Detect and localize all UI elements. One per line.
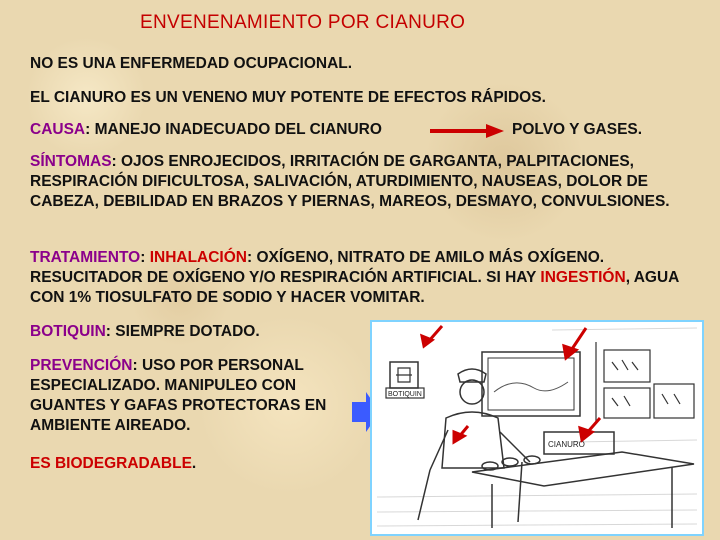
lab-worker-drawing xyxy=(372,322,702,534)
ingestion-label: INGESTIÓN xyxy=(540,269,626,286)
container-label: CIANURO xyxy=(548,440,585,449)
biodegradable-section xyxy=(30,454,196,474)
sintomas-text: : OJOS ENROJECIDOS, IRRITACIÓN DE GARGANTA, PALPITACIONES, RESPIRACIÓN DIFICULTOSA, SALIVACIÓN, ATURDIMIENTO, NAUSEAS, DOLOR DE CABEZA, DEBILIDAD EN BRAZOS Y PIERNAS, MAREOS, DESMAYO, CONVULSIONES. xyxy=(30,153,670,210)
causa-arrow-icon xyxy=(430,124,504,138)
botiquin-box-label: BOTIQUIN xyxy=(388,391,422,398)
prevencion-text: : USO POR PERSONAL ESPECIALIZADO. MANIPULEO CON GUANTES Y GAFAS PROTECTORAS EN AMBIENTE AIREADO. xyxy=(30,357,327,434)
botiquin-text: : SIEMPRE DOTADO. xyxy=(105,323,260,340)
causa-section xyxy=(30,120,382,140)
page-title: ENVENENAMIENTO POR CIANURO xyxy=(140,12,466,33)
causa-label: CAUSA xyxy=(30,121,86,138)
tratamiento-section xyxy=(30,248,710,308)
tratamiento-sep: : xyxy=(140,249,150,266)
prevencion-label: PREVENCIÓN xyxy=(30,357,133,374)
not-occupational-line: NO ES UNA ENFERMEDAD OCUPACIONAL. xyxy=(30,55,353,72)
botiquin-section xyxy=(30,322,260,342)
inhalacion-text: : OXÍGENO, NITRATO DE AMILO MÁS OXÍGENO. RESUCITADOR DE OXÍGENO Y/O RESPIRACIÓN ARTIFICIAL. SI HAY xyxy=(30,249,605,286)
sintomas-label: SÍNTOMAS xyxy=(30,153,112,170)
worker-drawing xyxy=(418,369,530,522)
botiquin-label: BOTIQUIN xyxy=(30,323,106,340)
lab-illustration xyxy=(370,320,704,536)
sintomas-section xyxy=(30,152,700,212)
hazard-arrows xyxy=(422,326,600,442)
window-drawing xyxy=(482,352,580,416)
causa-text: : MANEJO INADECUADO DEL CIANURO xyxy=(85,121,382,138)
tratamiento-label: TRATAMIENTO xyxy=(30,249,141,266)
prevencion-section xyxy=(30,356,360,436)
biodegradable-end: . xyxy=(191,455,197,472)
inhalacion-label: INHALACIÓN xyxy=(149,249,247,266)
ingestion-text: , AGUA CON 1% TIOSULFATO DE SODIO Y HACER VOMITAR. xyxy=(30,269,679,306)
botiquin-box xyxy=(386,362,424,398)
table-drawing xyxy=(472,432,694,528)
potent-poison-line: EL CIANURO ES UN VENENO MUY POTENTE DE EFECTOS RÁPIDOS. xyxy=(30,89,546,106)
panels-drawing xyxy=(596,342,694,422)
causa-result: POLVO Y GASES. xyxy=(512,121,643,138)
biodegradable-label: ES BIODEGRADABLE xyxy=(30,455,192,472)
